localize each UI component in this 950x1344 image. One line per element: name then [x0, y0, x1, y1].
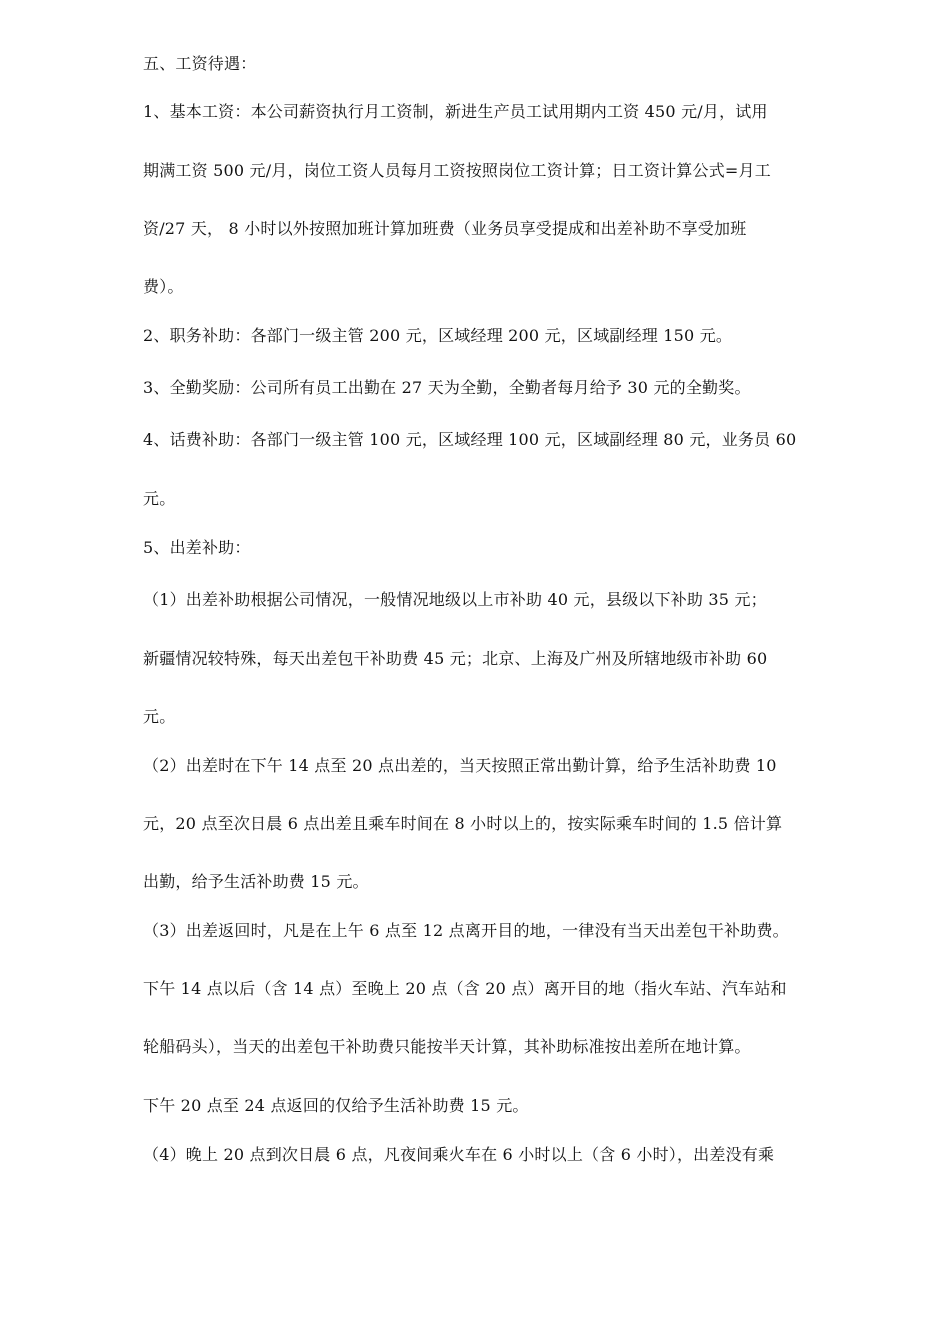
section-heading-salary: 五、工资待遇： [143, 54, 257, 73]
paragraph-line: 元，20 点至次日晨 6 点出差且乘车时间在 8 小时以上的，按实际乘车时间的 1.5 倍计算 [143, 814, 783, 833]
paragraph-line: 出勤，给予生活补助费 15 元。 [143, 872, 369, 891]
paragraph-line: 2、职务补助：各部门一级主管 200 元，区域经理 200 元，区域副经理 150 元。 [143, 326, 733, 345]
paragraph-line: 4、话费补助：各部门一级主管 100 元，区域经理 100 元，区域副经理 80 元，业务员 60 [143, 430, 797, 449]
paragraph-line: 5、出差补助： [143, 538, 251, 557]
paragraph-line: 下午 14 点以后（含 14 点）至晚上 20 点（含 20 点）离开目的地（指火车站、汽车站和 [143, 979, 787, 998]
paragraph-line: 元。 [143, 489, 176, 508]
paragraph-line: 下午 20 点至 24 点返回的仅给予生活补助费 15 元。 [143, 1096, 529, 1115]
paragraph-line: 3、全勤奖励：公司所有员工出勤在 27 天为全勤，全勤者每月给予 30 元的全勤奖。 [143, 378, 751, 397]
paragraph-line: （3）出差返回时，凡是在上午 6 点至 12 点离开目的地，一律没有当天出差包干补助费。 [143, 921, 789, 940]
paragraph-line: （4）晚上 20 点到次日晨 6 点，凡夜间乘火车在 6 小时以上（含 6 小时），出差没有乘 [143, 1145, 775, 1164]
paragraph-line: 费）。 [143, 277, 184, 296]
paragraph-line: （2）出差时在下午 14 点至 20 点出差的，当天按照正常出勤计算，给予生活补助费 10 [143, 756, 777, 775]
paragraph-line: 1、基本工资：本公司薪资执行月工资制，新进生产员工试用期内工资 450 元/月，试用 [143, 102, 768, 121]
paragraph-line: 期满工资 500 元/月，岗位工资人员每月工资按照岗位工资计算；日工资计算公式=月工 [143, 161, 771, 180]
paragraph-line: 轮船码头），当天的出差包干补助费只能按半天计算，其补助标准按出差所在地计算。 [143, 1037, 751, 1056]
paragraph-line: 元。 [143, 707, 176, 726]
paragraph-line: （1）出差补助根据公司情况，一般情况地级以上市补助 40 元，县级以下补助 35 元； [143, 590, 767, 609]
paragraph-line: 资/27 天， 8 小时以外按照加班计算加班费（业务员享受提成和出差补助不享受加班 [143, 219, 747, 238]
paragraph-line: 新疆情况较特殊，每天出差包干补助费 45 元；北京、上海及广州及所辖地级市补助 60 [143, 649, 768, 668]
